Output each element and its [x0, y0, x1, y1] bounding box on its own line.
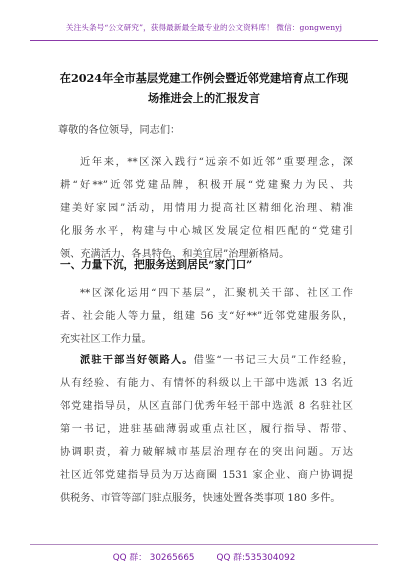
paragraph-line: **区深化运用“四下基层”，汇聚机关干部、社区工作: [80, 288, 353, 299]
document-title: [40, 68, 368, 108]
paragraph-line: 近年来，**区深入践行“远亲不如近邻”重要理念，深: [80, 157, 353, 168]
title-line-1: 在2024年全市基层党建工作例会暨近邻党建培育点工作现: [59, 71, 349, 85]
paragraph-lead-bold: 派驻干部当好领路人。: [80, 354, 194, 366]
paragraph-first-line: [60, 349, 353, 372]
paragraph-intro: [60, 151, 353, 266]
paragraph-line: 供税务、市管等部门驻点服务，快速处置各类事项 180 多件。: [60, 493, 341, 504]
paragraph-line: 协调职责，着力破解城市基层治理存在的突出问题。万达: [60, 447, 353, 458]
paragraph-cadres: [60, 349, 353, 510]
paragraph-line: 化服务水平，构建与中心城区发展定位相匹配的“党建引: [60, 226, 353, 237]
paragraph-line: 者、社会能人等力量，组建 56 支“好**”近邻党建服务队，: [60, 311, 353, 322]
greeting-line: 尊敬的各位领导，同志们：: [58, 125, 181, 136]
paragraph-line: 建美好家园”活动，用情用力提高社区精细化治理、精准: [60, 203, 353, 214]
section-heading-1: 一、力量下沉，把服务送到居民“家门口”: [60, 259, 253, 271]
header-banner: 关注头条号“公文研究”，获得最新最全最专业的公文资料库！ 微信：gongwenyj: [65, 23, 343, 32]
paragraph-force: [60, 282, 353, 351]
paragraph-line: 从有经验、有能力、有情怀的科级以上干部中选派 13 名近: [60, 378, 353, 389]
paragraph-line: 领、充满活力、各具特色、和美宜居”治理新格局。: [60, 249, 290, 260]
paragraph-line: 第一书记，进驻基础薄弱或重点社区，履行指导、帮带、: [60, 424, 353, 435]
paragraph-line: 邻党建指导员，从区直部门优秀年轻干部中选派 8 名驻社区: [60, 401, 353, 412]
footer-contacts: [0, 550, 408, 563]
paragraph-line: 社区近邻党建指导员为万达商圈 1531 家企业、商户协调提: [60, 470, 353, 481]
paragraph-line: 耕“好**”近邻党建品牌，积极开展“党建聚力为民、共: [60, 180, 353, 191]
header-divider: [30, 40, 378, 41]
title-line-2: 场推进会上的汇报发言: [148, 91, 260, 105]
footer-qq-group-2: QQ 群:535304092: [216, 553, 296, 563]
paragraph-line: 充实社区工作力量。: [60, 334, 152, 345]
footer-qq-group-1: QQ 群： 30265665: [112, 553, 195, 563]
footer-divider: [30, 544, 378, 545]
paragraph-lead-rest: 借鉴“一书记三大员”工作经验，: [193, 355, 353, 366]
greeting: [58, 119, 351, 142]
